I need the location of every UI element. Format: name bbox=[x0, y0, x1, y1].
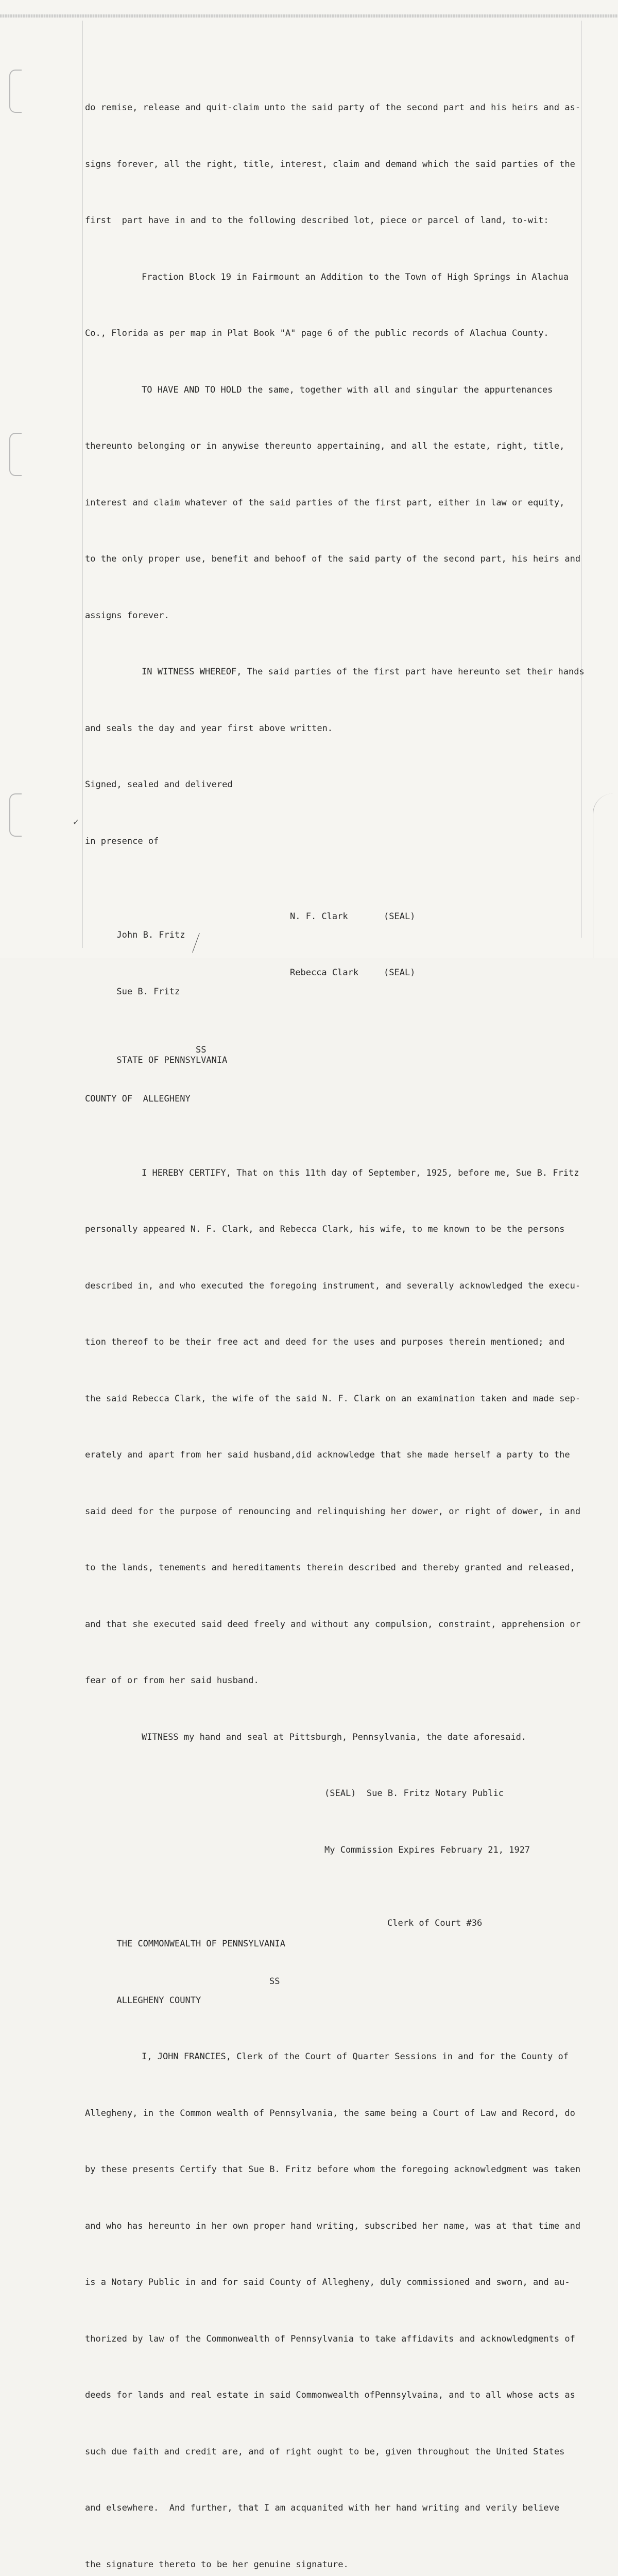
witness-name: John B. Fritz bbox=[116, 930, 185, 940]
text-line: thorized by law of the Commonwealth of Pennsylvania to take affidavits and acknowledgments of bbox=[85, 2333, 575, 2344]
text-line: and elsewhere. And further, that I am acquanited with her hand writing and verily believe bbox=[85, 2503, 560, 2513]
check-mark: ✓ bbox=[73, 817, 79, 827]
grantor-name: N. F. Clark bbox=[290, 911, 348, 922]
text-line: assigns forever. bbox=[85, 610, 169, 621]
text-line: said deed for the purpose of renouncing and relinquishing her dower, or right of dower, in and bbox=[85, 1506, 581, 1517]
text-line: to the only proper use, benefit and behoof of the said party of the second part, his heirs and bbox=[85, 554, 581, 564]
venue-state bbox=[85, 1039, 587, 1065]
punch-hole-top bbox=[9, 70, 22, 113]
text-line: interest and claim whatever of the said parties of the first part, either in law or equity, bbox=[85, 497, 565, 508]
certificate-text: I HEREBY CERTIFY, That on this 11th day of September, 1925, before me, Sue B. Fritz bbox=[142, 1167, 579, 1178]
clerk-certificate: I, JOHN FRANCIES, Clerk of the Court of Quarter Sessions in and for the County of bbox=[142, 2052, 569, 2062]
habendum-clause: TO HAVE AND TO HOLD the same, together with all and singular the appurtenances bbox=[142, 384, 553, 395]
text-line: in presence of bbox=[85, 836, 159, 846]
text-line: and seals the day and year first above written. bbox=[85, 723, 333, 734]
deed-text bbox=[85, 61, 587, 2576]
signature-row bbox=[85, 963, 587, 997]
text-line: signs forever, all the right, title, interest, claim and demand which the said parties of the bbox=[85, 159, 575, 170]
text-line: first part have in and to the following described lot, piece or parcel of land, to-wit: bbox=[85, 215, 549, 226]
left-margin-line bbox=[82, 21, 83, 948]
venue2-state-row bbox=[85, 1916, 587, 1949]
text-line: and who has hereunto in her own proper hand writing, subscribed her name, was at that time and bbox=[85, 2221, 581, 2231]
venue-county: COUNTY OF ALLEGHENY bbox=[85, 1094, 191, 1104]
commission-expiry: My Commission Expires February 21, 1927 bbox=[324, 1844, 530, 1855]
witness-hand-line: WITNESS my hand and seal at Pittsburgh, Pennsylvania, the date aforesaid. bbox=[142, 1732, 527, 1742]
text-line: deeds for lands and real estate in said Commonwealth ofPennsylvaina, and to all whose acts as bbox=[85, 2390, 575, 2400]
text-line: Co., Florida as per map in Plat Book "A" page 6 of the public records of Alachua County. bbox=[85, 328, 549, 338]
text-line: Allegheny, in the Common wealth of Pennsylvania, the same being a Court of Law and Record, do bbox=[85, 2108, 575, 2119]
ss-label: SS bbox=[196, 1045, 207, 1055]
seal-label: (SEAL) bbox=[384, 968, 416, 978]
signature-row bbox=[85, 907, 587, 940]
witness-name: Sue B. Fritz bbox=[116, 986, 180, 997]
text-line: Signed, sealed and delivered bbox=[85, 779, 233, 790]
text-line: do remise, release and quit-claim unto the said party of the second part and his heirs and as- bbox=[85, 103, 581, 113]
text-line: by these presents Certify that Sue B. Fritz before whom the foregoing acknowledgment was taken bbox=[85, 2164, 581, 2175]
grantor-name: Rebecca Clark bbox=[290, 968, 359, 978]
witness-clause: IN WITNESS WHEREOF, The said parties of the first part have hereunto set their hands bbox=[142, 667, 585, 677]
text-line: the said Rebecca Clark, the wife of the said N. F. Clark on an examination taken and made sep- bbox=[85, 1393, 581, 1404]
seal-label: (SEAL) bbox=[384, 911, 416, 922]
text-line: such due faith and credit are, and of right ought to be, given throughout the United States bbox=[85, 2446, 565, 2457]
venue-state-label: STATE OF PENNSYLVANIA bbox=[116, 1055, 228, 1065]
text-line: tion thereof to be their free act and deed for the uses and purposes therein mentioned; and bbox=[85, 1337, 565, 1347]
text-line: fear of or from her said husband. bbox=[85, 1675, 259, 1686]
text-line: erately and apart from her said husband,did acknowledge that she made herself a party to the bbox=[85, 1450, 570, 1460]
property-description: Fraction Block 19 in Fairmount an Addition to the Town of High Springs in Alachua bbox=[142, 272, 569, 282]
text-line: thereunto belonging or in anywise thereunto appertaining, and all the estate, right, title, bbox=[85, 441, 565, 451]
venue2-county: ALLEGHENY COUNTY bbox=[116, 1995, 201, 2006]
top-border bbox=[0, 14, 618, 18]
venue2-state: THE COMMONWEALTH OF PENNSYLVANIA bbox=[116, 1939, 285, 1949]
text-line: and that she executed said deed freely and without any compulsion, constraint, apprehension or bbox=[85, 1619, 581, 1630]
text-line: is a Notary Public in and for said County of Allegheny, duly commissioned and sworn, and au- bbox=[85, 2277, 570, 2287]
text-line: personally appeared N. F. Clark, and Rebecca Clark, his wife, to me known to be the persons bbox=[85, 1224, 565, 1234]
text-line: the signature thereto to be her genuine signature. bbox=[85, 2559, 349, 2570]
notary-signature: (SEAL) Sue B. Fritz Notary Public bbox=[324, 1788, 504, 1799]
venue2-county-row bbox=[85, 1972, 587, 2006]
clerk-number: Clerk of Court #36 bbox=[387, 1918, 483, 1928]
punch-hole-middle bbox=[9, 433, 22, 476]
punch-hole-bottom bbox=[9, 793, 22, 837]
ss-label: SS bbox=[269, 1976, 280, 1987]
page-corner-fold bbox=[593, 793, 618, 958]
text-line: described in, and who executed the foregoing instrument, and severally acknowledged the execu- bbox=[85, 1280, 581, 1291]
text-line: to the lands, tenements and hereditaments therein described and thereby granted and released, bbox=[85, 1563, 575, 1573]
